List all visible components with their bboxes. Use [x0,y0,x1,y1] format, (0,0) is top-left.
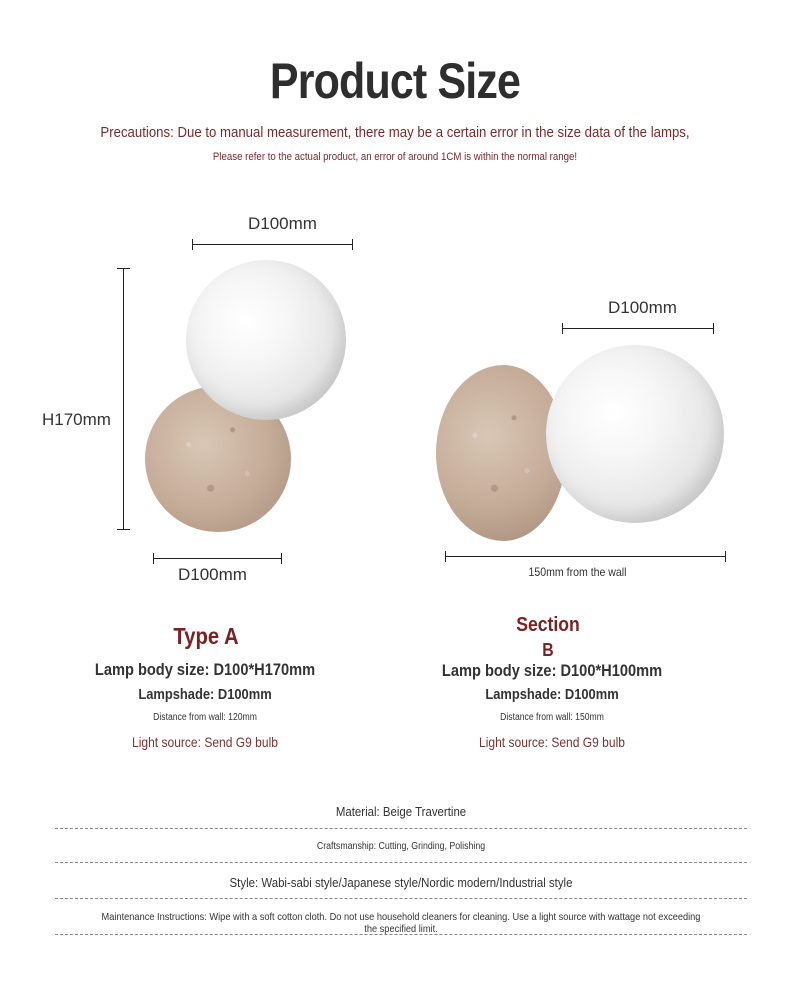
type-b-glass-globe [546,345,724,523]
maintenance-row: Maintenance Instructions: Wipe with a soft cotton cloth. Do not use household cleaners for cleaning. Use a light source with wattage not exceeding the specified limit. [101,911,701,935]
type-b-lampshade: Lampshade: D100mm [485,686,619,703]
material-row: Material: Beige Travertine [335,804,467,819]
type-a-lampshade: Lampshade: D100mm [138,686,272,703]
precaution-line-2: Please refer to the actual product, an error of around 1CM is within the normal range! [212,151,578,163]
type-b-title-line-1: Section [516,614,580,636]
style-row: Style: Wabi-sabi style/Japanese style/Nordic modern/Industrial style [229,875,573,890]
type-a-distance: Distance from wall: 120mm [153,712,257,723]
type-a-height-label: H170mm [42,410,111,429]
type-b-wall-distance-line [445,556,726,557]
type-b-top-dimension-line [562,328,714,329]
type-a-top-width-label: D100mm [248,214,317,233]
type-a-body-size: Lamp body size: D100*H170mm [94,660,316,679]
type-a-bottom-dimension-line [153,558,282,559]
type-a-light-source: Light source: Send G9 bulb [132,734,278,750]
divider-3 [55,898,747,899]
page-title: Product Size [269,53,521,109]
type-a-bottom-width-label: D100mm [178,565,247,584]
type-a-glass-globe [186,260,346,420]
type-a-title: Type A [173,623,239,649]
type-b-light-source: Light source: Send G9 bulb [479,734,625,750]
divider-4 [55,934,747,935]
type-b-distance: Distance from wall: 150mm [500,712,604,723]
type-a-top-dimension-line [192,244,353,245]
type-b-body-size: Lamp body size: D100*H100mm [441,661,663,680]
type-b-wall-distance-label: 150mm from the wall [523,565,633,579]
type-b-travertine-base [436,365,566,541]
type-a-height-dimension-line [123,268,124,530]
divider-1 [55,828,747,829]
type-b-title-line-2: B [542,640,554,660]
craftsmanship-row: Craftsmanship: Cutting, Grinding, Polishing [316,841,486,852]
precaution-line-1: Precautions: Due to manual measurement, there may be a certain error in the size data of the lamps, [100,124,690,141]
type-b-top-width-label: D100mm [608,298,677,317]
divider-2 [55,862,747,863]
